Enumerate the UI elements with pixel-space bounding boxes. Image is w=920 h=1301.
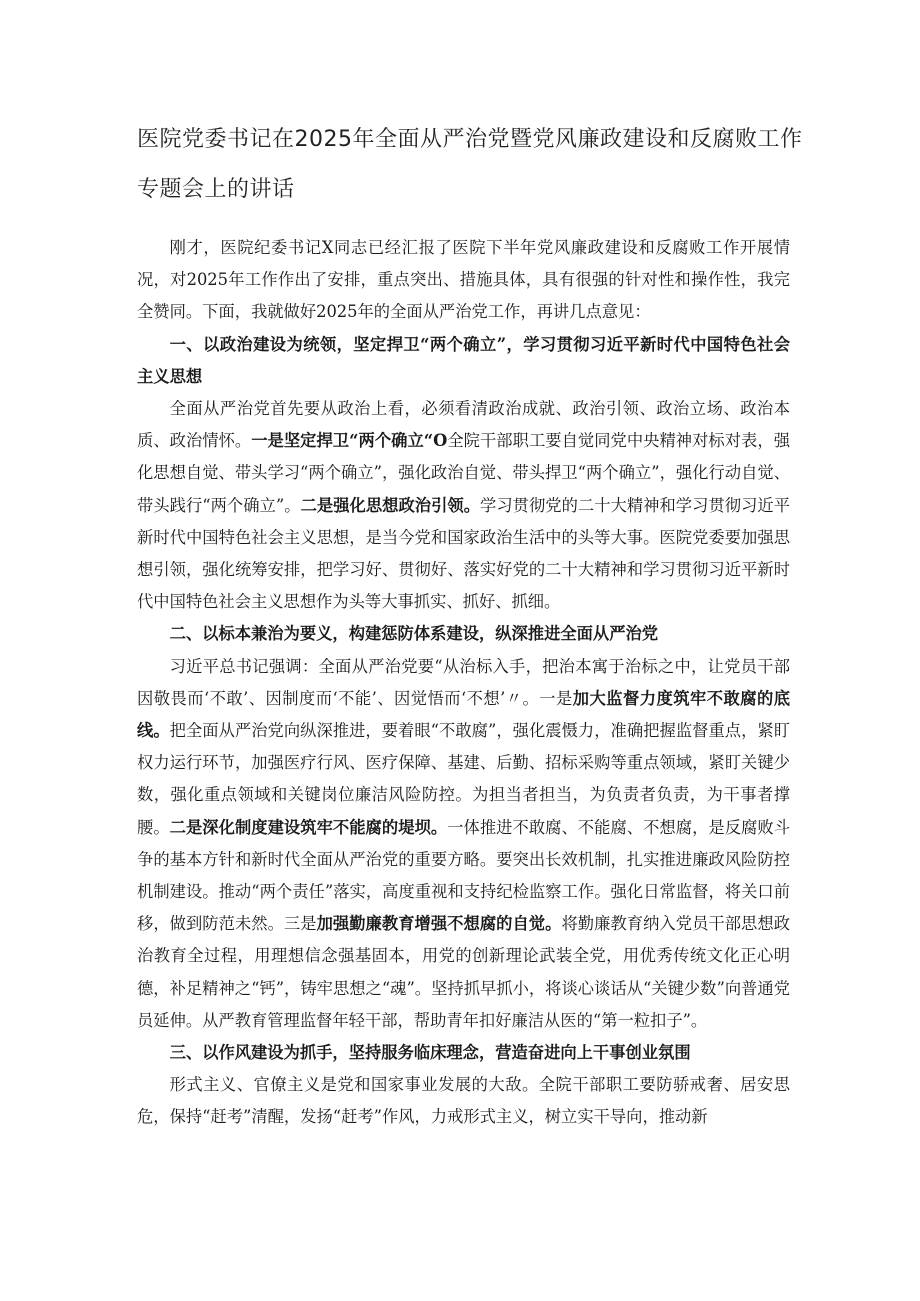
- section-2-text-3: 一体推进不敢腐、不能腐、不想腐，是反腐败斗争的基本方针和新时代全面从严治党的重要方略。要突出长效机制，扎实推进廉政风险防控机制建设。推动“两个责任”落实，高度重视和支持纪检监察工作。强化日常监督，将关口前移，做到防范未然。三是: [137, 817, 790, 934]
- section-1-text-1: 全面从严治党首先要从政治上看，必须看清政治成就、政治引领、政治立场、政治本质、政治情怀。: [137, 399, 790, 451]
- section-1-text-2: 全院干部职工要自觉同党中央精神对标对表，强化思想自觉、带头学习“两个确立”，强化政治自觉、带头捍卫“两个确立”，强化行动自觉、带头践行“两个确立”。: [137, 431, 790, 515]
- section-1-heading: 一、以政治建设为统领，坚定捍卫“两个确立”，学习贯彻习近平新时代中国特色社会主义思想: [137, 334, 790, 386]
- document-body: [137, 232, 790, 1134]
- section-2-bold-2: 二是深化制度建设筑牢不能腐的堤坝。: [169, 817, 448, 837]
- section-2-bold-1: 加大监督力度筑牢不敢腐的底线。: [137, 688, 790, 741]
- section-2-text-4: 将勤廉教育纳入党员干部思想政治教育全过程，用理想信念强基固本，用党的创新理论武装全党，用优秀传统文化正心明德，补足精神之“钙”，铸牢思想之“魂”。坚持抓早抓小，将谈心谈话从“关键少数”向普通党员延伸。从严教育管理监督年轻干部，帮助青年扣好廉洁从医的“第一粒扣子”。: [137, 914, 790, 1030]
- section-2-text-2: 把全面从严治党向纵深推进，要着眼“不敢腐”，强化震慑力，准确把握监督重点，紧盯权力运行环节，加强医疗行风、医疗保障、基建、后勤、招标采购等重点领域，紧盯关键少数，强化重点领域和关键岗位廉洁风险防控。为担当者担当，为负责者负责，为干事者撑腰。: [137, 721, 790, 837]
- section-1-bold-2: 二是强化思想政治引领。: [300, 495, 481, 515]
- section-2-paragraph: [137, 651, 790, 1037]
- section-1-paragraph: [137, 393, 790, 618]
- section-2-heading: 二、以标本兼治为要义，构建惩防体系建设，纵深推进全面从严治党: [169, 624, 659, 644]
- section-2-text-1: 习近平总书记强调：全面从严治党要“从治标入手，把治本寓于治标之中，让党员干部因敬畏而‘不敢’、因制度而‘不能’、因觉悟而‘不想’〃。一是: [137, 656, 790, 708]
- section-3-heading: 三、以作风建设为抓手，坚持服务临床理念，营造奋进向上干事创业氛围: [169, 1043, 691, 1063]
- section-2-bold-3: 加强勤廉教育增强不想腐的自觉。: [316, 914, 562, 934]
- document-title-line-1: 医院党委书记在2025年全面从严治党暨党风廉政建设和反腐败工作: [137, 127, 803, 152]
- section-1-bold-1: 一是坚定捍卫“两个确立“O: [251, 431, 448, 451]
- document-title-line-2: 专题会上的讲话: [137, 177, 295, 202]
- intro-paragraph: 刚才，医院纪委书记X同志已经汇报了医院下半年党风廉政建设和反腐败工作开展情况，对2025年工作作出了安排，重点突出、措施具体，具有很强的针对性和操作性，我完全赞同。下面，我就做好2025年的全面从严治党工作，再讲几点意见：: [137, 238, 790, 322]
- section-1-text-3: 学习贯彻党的二十大精神和学习贯彻习近平新时代中国特色社会主义思想，是当今党和国家政治生活中的头等大事。医院党委要加强思想引领，强化统筹安排，把学习好、贯彻好、落实好党的二十大精神和学习贯彻习近平新时代中国特色社会主义思想作为头等大事抓实、抓好、抓细。: [137, 495, 790, 612]
- section-3-paragraph: 形式主义、官僚主义是党和国家事业发展的大敌。全院干部职工要防骄戒奢、居安思危，保持“赶考”清醒，发扬“赶考”作风，力戒形式主义，树立实干导向，推动新: [137, 1075, 790, 1127]
